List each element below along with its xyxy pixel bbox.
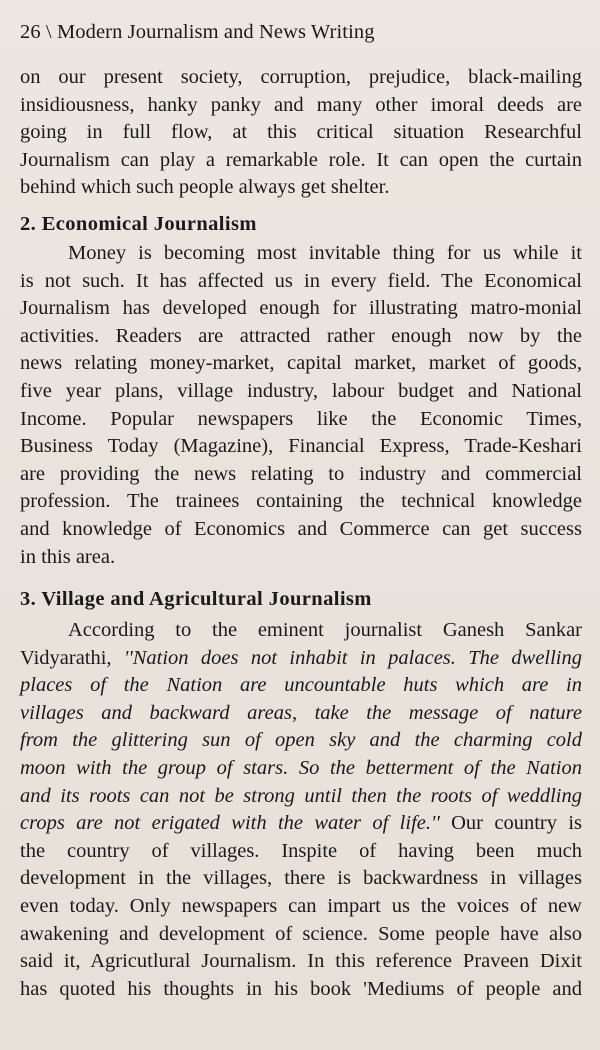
section-heading-village-agricultural-journalism: 3. Village and Agricultural Journalism bbox=[20, 588, 372, 611]
quote-line: moon with the group of stars. So the betterment of the Nation bbox=[20, 757, 582, 780]
text-line: profession. The trainees containing the technical knowledge bbox=[20, 490, 582, 513]
running-head: 26 \ Modern Journalism and News Writing bbox=[20, 21, 375, 43]
text-line: and knowledge of Economics and Commerce can get success bbox=[20, 517, 582, 540]
text-line: five year plans, village industry, labour budget and National bbox=[20, 379, 582, 402]
text-line: has quoted his thoughts in his book 'Mediums of people and bbox=[20, 977, 582, 1000]
text-line: news relating money-market, capital market, market of goods, bbox=[20, 352, 582, 375]
text-line: on our present society, corruption, prejudice, black-mailing bbox=[20, 66, 582, 88]
text-line: Business Today (Magazine), Financial Express, Trade-Keshari bbox=[20, 435, 582, 458]
text-line: Journalism has developed enough for illustrating matro-monial bbox=[20, 297, 582, 320]
village-journalism-paragraph bbox=[20, 617, 582, 1003]
quote-line: and its roots can not be strong until then the roots of weddling bbox=[20, 784, 582, 807]
text-line bbox=[20, 810, 582, 838]
text-line: development in the villages, there is backwardness in villages bbox=[20, 867, 582, 890]
text-line: even today. Only newspapers can impart us the voices of new bbox=[20, 895, 582, 918]
text-line: Money is becoming most invitable thing for us while it bbox=[68, 241, 582, 264]
text-segment: Our country is bbox=[439, 812, 582, 835]
section-heading-economical-journalism: 2. Economical Journalism bbox=[20, 212, 257, 235]
text-line: is not such. It has affected us in every field. The Economical bbox=[20, 269, 582, 292]
text-line: Income. Popular newspapers like the Economic Times, bbox=[20, 407, 582, 430]
quote-line: villages and backward areas, take the message of nature bbox=[20, 701, 582, 724]
text-line: activities. Readers are attracted rather enough now by the bbox=[20, 324, 582, 347]
text-line: in this area. bbox=[20, 545, 116, 568]
text-line: insidiousness, hanky panky and many other imoral deeds are bbox=[20, 93, 582, 116]
quote-segment: crops are not erigated with the water of life.'' bbox=[20, 812, 440, 835]
text-segment: Vidyarathi, bbox=[20, 646, 124, 669]
quote-segment: ''Nation does not inhabit in palaces. The dwelling bbox=[123, 646, 583, 669]
text-line: According to the eminent journalist Ganesh Sankar bbox=[68, 619, 582, 642]
economical-journalism-paragraph bbox=[20, 240, 582, 571]
text-line: the country of villages. Inspite of having been much bbox=[20, 839, 582, 862]
text-line: said it, Agricutlural Journalism. In this reference Praveen Dixit bbox=[20, 950, 582, 973]
text-line bbox=[20, 645, 582, 673]
text-line: are providing the news relating to industry and commercial bbox=[20, 462, 582, 485]
quote-line: places of the Nation are uncountable huts which are in bbox=[20, 674, 582, 697]
text-line: going in full flow, at this critical situation Researchful bbox=[20, 121, 582, 144]
quote-line: from the glittering sun of open sky and the charming cold bbox=[20, 729, 582, 752]
text-line: Journalism can play a remarkable role. It can open the curtain bbox=[20, 148, 582, 171]
text-line: awakening and development of science. Some people have also bbox=[20, 922, 582, 945]
intro-paragraph bbox=[20, 64, 582, 202]
text-line: behind which such people always get shelter. bbox=[20, 176, 390, 199]
